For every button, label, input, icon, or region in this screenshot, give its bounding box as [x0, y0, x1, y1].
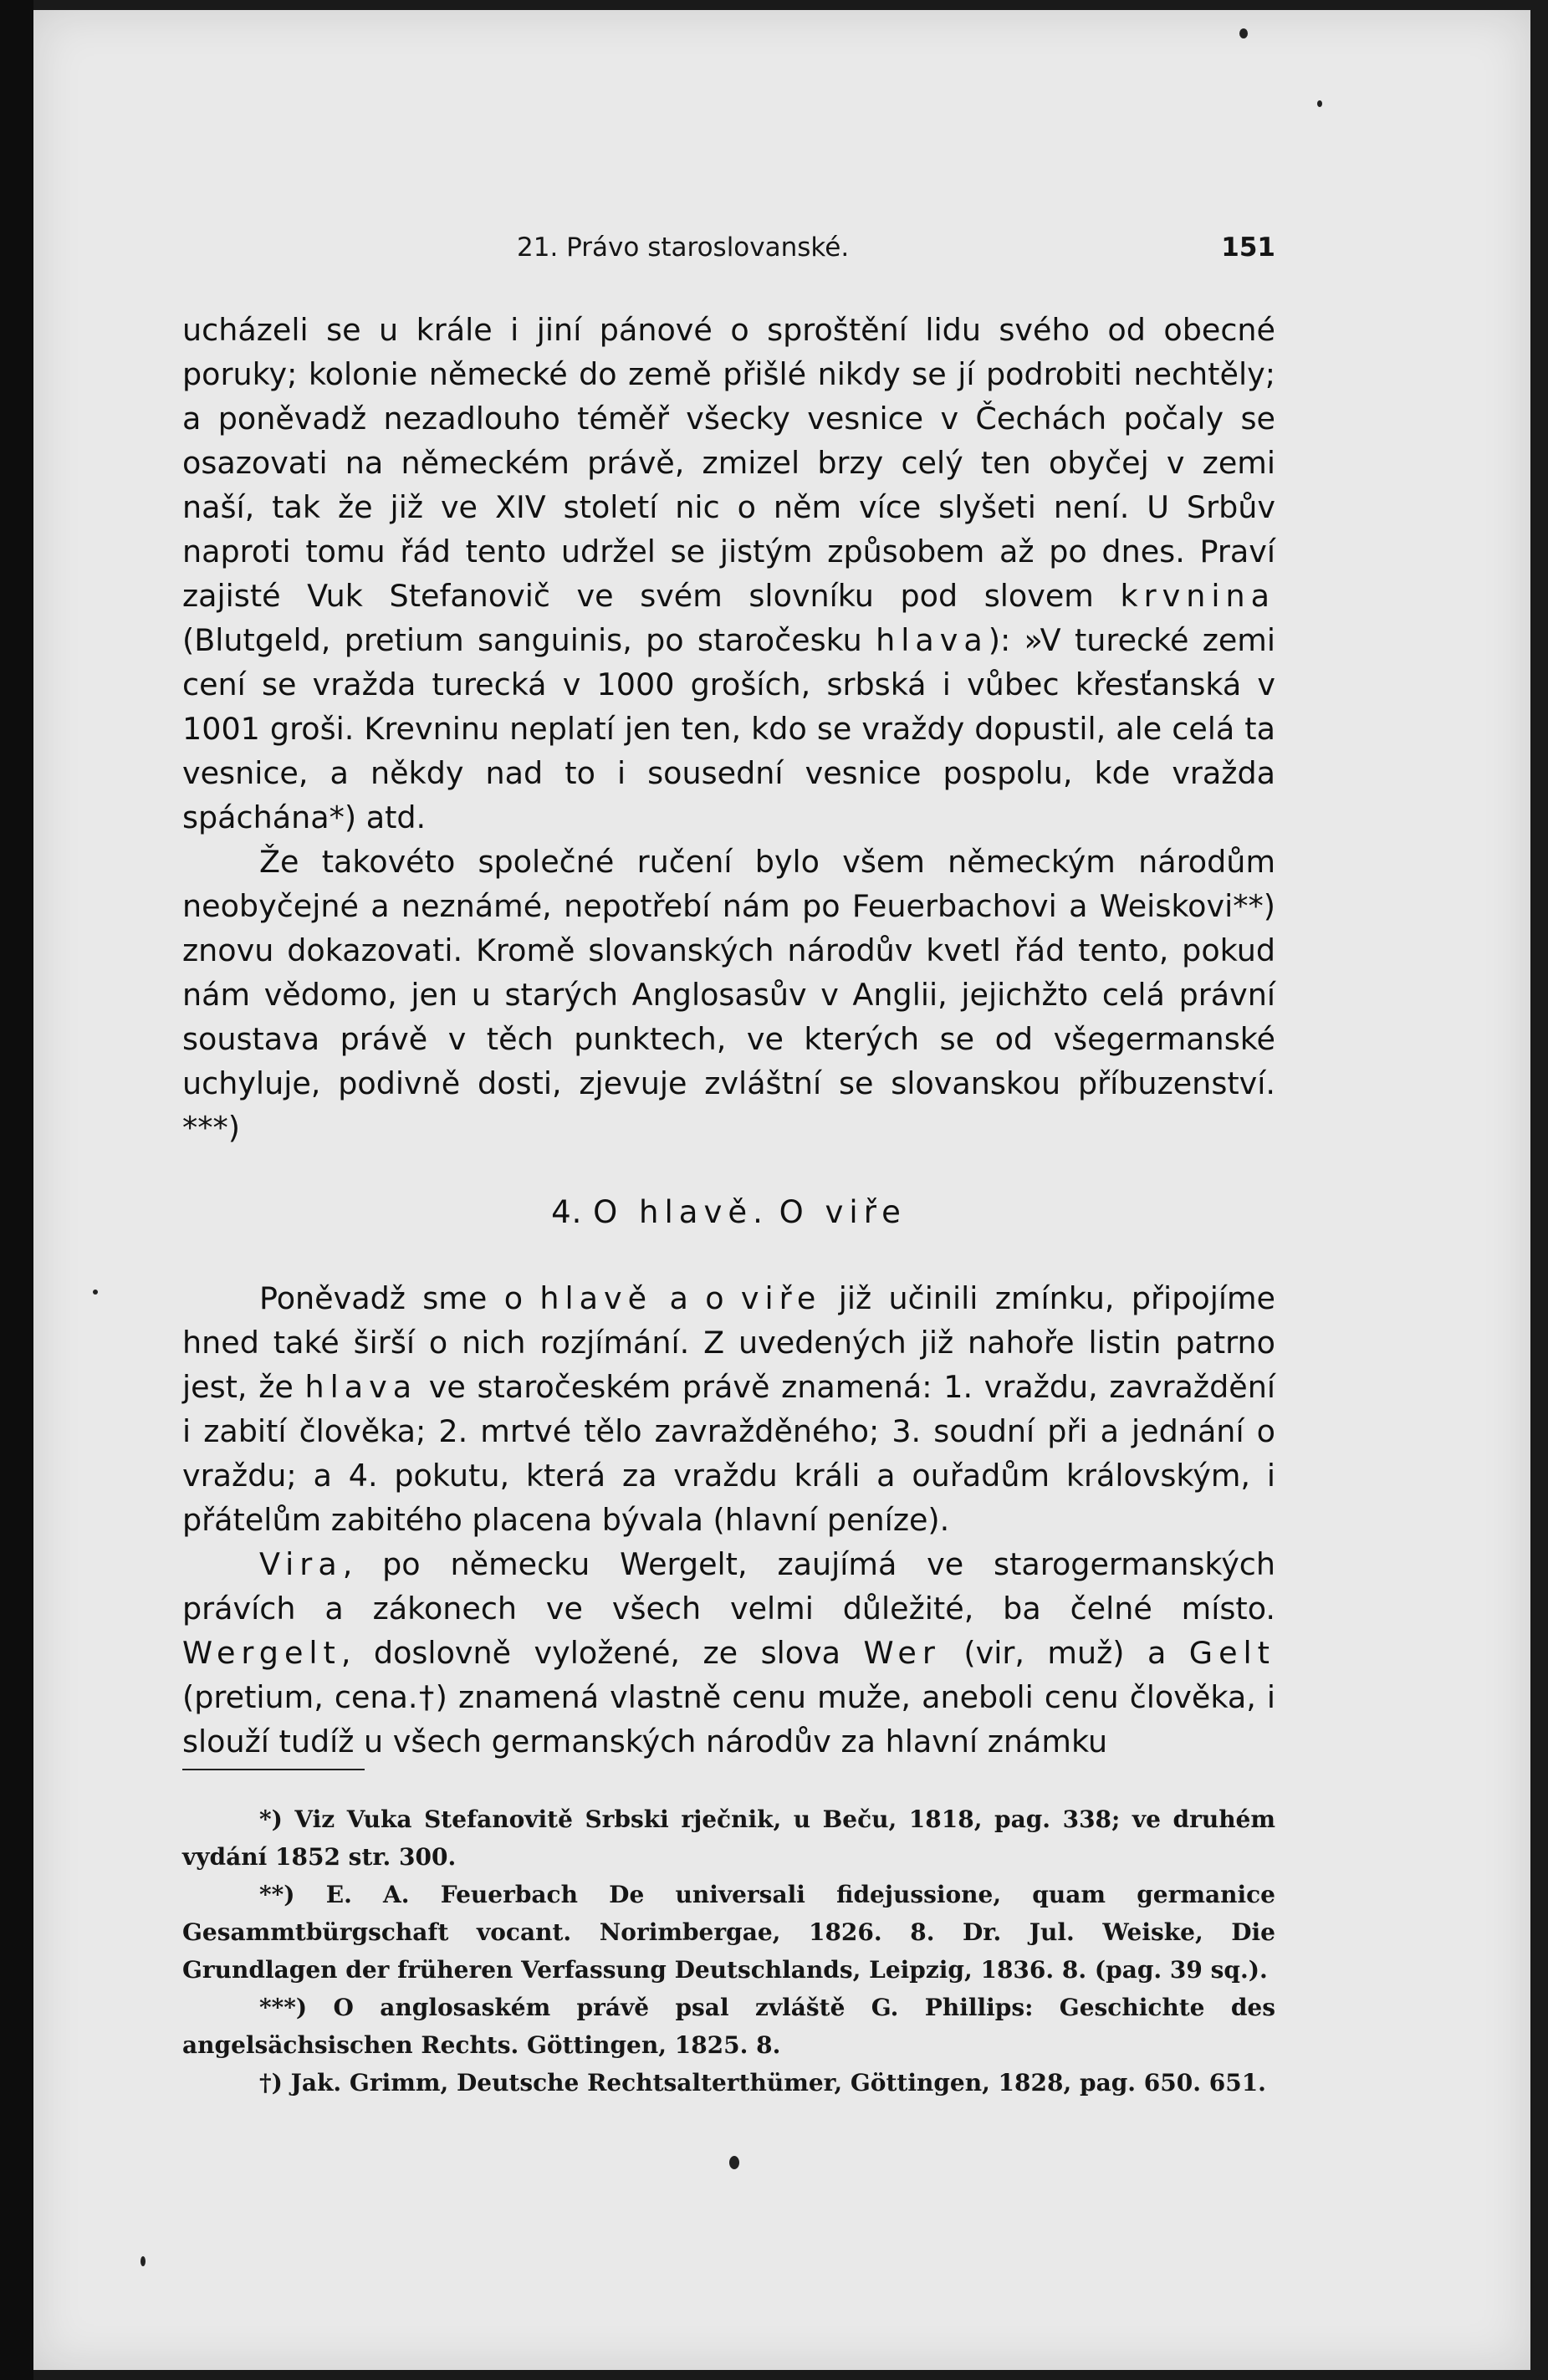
- chapter-title: 21. Právo staroslovanské.: [517, 232, 850, 263]
- term-krvnina: krvnina: [1120, 578, 1275, 614]
- body-text: [182, 308, 1275, 2102]
- paragraph-continued: ucházeli se u krále i jiní pánové o sproštění lidu svého od obecné poruky; kolonie německé do země přišlé nikdy se jí podrobiti nechtěly; a poněvadž nezadlouho téměř všecky vesnice v Čechách počaly se osazovati na německém právě, zmizel brzy celý ten obyčej v zemi naší, tak že již ve XIV století nic o něm více slyšeti není. U Srbův naproti tomu řád tento udržel se jistým způsobem až po dnes. Praví zajisté Vuk Stefanovič ve svém slovníku pod slovem krvnina (Blutgeld, pretium sanguinis, po staročesku hlava): »V turecké zemi cení se vražda turecká v 1000 groších, srbská i vůbec křesťanská v 1001 groši. Krevninu neplatí jen ten, kdo se vraždy dopustil, ale celá ta vesnice, a někdy nad to i sousední vesnice pospolu, kde vražda spáchána*) atd.: [182, 312, 1276, 835]
- ink-speck: [729, 2156, 739, 2169]
- scan-border: [0, 0, 33, 2380]
- running-head: [182, 227, 1275, 269]
- ink-speck: [1317, 100, 1322, 107]
- footnote-divider: [182, 1769, 365, 1770]
- paragraph: Že takovéto společné ručení bylo všem německým národům neobyčejné a neznámé, nepotřebí nám po Feuerbachovi a Weiskovi**) znovu dokazovati. Kromě slovanských národův kvetl řád tento, pokud nám vědomo, jen u starých Anglosasův v Anglii, jejichžto celá právní soustava právě v těch punktech, ve kterých se od všegermanské uchyluje, podivně dosti, zjevuje zvláštní se slovanskou příbuzenství. ***): [182, 844, 1275, 1146]
- page-number: 151: [1221, 232, 1275, 263]
- term-hlava: hlava: [876, 622, 989, 658]
- paragraph: Poněvadž sme o hlavě a o viře již učinili zmínku, připojíme hned také širší o nich rozjímání. Z uvedených již nahoře listin patrno jest, že hlava ve staročeském právě znamená: 1. vraždu, zavraždění i zabití člověka; 2. mrtvé tělo zavražděného; 3. soudní při a jednání o vraždu; a 4. pokutu, která za vraždu králi a ouřadům královským, i přátelům zabitého placena bývala (hlavní peníze).: [182, 1280, 1275, 1538]
- paragraph: Vira, po německu Wergelt, zaujímá ve starogermanských právích a zákonech ve všech velmi důležité, ba čelné místo. Wergelt, doslovně vyložené, ze slova Wer (vir, muž) a Gelt (pretium, cena.†) znamená vlastně cenu muže, aneboli cenu člověka, i slouží tudíž u všech germanských národův za hlavní známku: [182, 1546, 1275, 1759]
- footnote: **) E. A. Feuerbach De universali fidejussione, quam germanice Gesammtbürgschaft vocant. Norimbergae, 1826. 8. Dr. Jul. Weiske, Die Grundlagen der früheren Verfassung Deutschlands, Leipzig, 1836. 8. (pag. 39 sq.).: [182, 1881, 1275, 1984]
- footnote: *) Viz Vuka Stefanovitě Srbski rječnik, u Beču, 1818, pag. 338; ve druhém vydání 1852 str. 300.: [182, 1805, 1275, 1871]
- footnotes: [182, 1800, 1275, 2102]
- footnote: †) Jak. Grimm, Deutsche Rechtsalterthümer, Göttingen, 1828, pag. 650. 651.: [259, 2069, 1266, 2097]
- ink-speck: [140, 2256, 146, 2266]
- ink-speck: [93, 1290, 98, 1295]
- ink-speck: [1239, 28, 1248, 38]
- section-heading: 4. O hlavě. O viře: [551, 1194, 907, 1230]
- footnote: ***) O anglosaském právě psal zvláště G. Phillips: Geschichte des angelsächsischen Rechts. Göttingen, 1825. 8.: [182, 1994, 1275, 2059]
